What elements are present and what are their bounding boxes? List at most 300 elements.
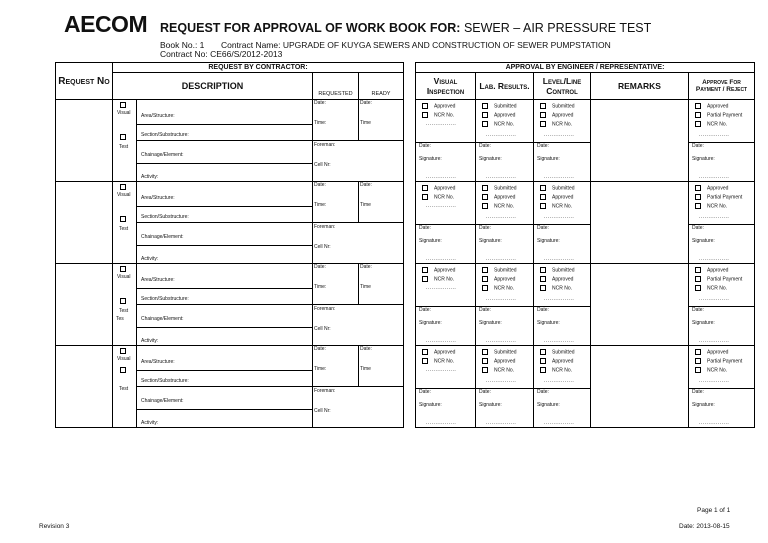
pay-partial-option	[695, 276, 742, 282]
level-approved-checkbox[interactable]	[540, 276, 546, 282]
requested-time-label: Time:	[314, 366, 327, 372]
level-signature-label: Signature:	[537, 238, 560, 244]
visual-ncr-option	[422, 358, 454, 364]
level-submitted-label: Submitted	[552, 349, 575, 356]
lab-approved-checkbox[interactable]	[482, 194, 488, 200]
lab-date-label: Date:	[479, 143, 491, 149]
field-divider	[313, 304, 403, 305]
visual-approved-option	[422, 349, 455, 355]
lab-signature-label: Signature:	[479, 402, 502, 408]
visual-ncr-checkbox[interactable]	[422, 194, 428, 200]
pay-signature-label: Signature:	[692, 320, 715, 326]
field-divider	[137, 370, 312, 371]
lab-approved-label: Approved	[494, 276, 516, 283]
visual-label: Visual	[117, 356, 131, 362]
foreman-label: Foreman:	[314, 224, 336, 230]
field-divider	[137, 206, 312, 207]
blank-line: ................	[486, 338, 517, 344]
pay-ncr-label: NCR No.	[707, 285, 728, 292]
lab-ncr-checkbox[interactable]	[482, 285, 488, 291]
visual-approved-label: Approved	[434, 103, 456, 110]
level-approved-label: Approved	[552, 358, 574, 365]
pay-partial-label: Partial Payment	[707, 276, 743, 283]
footer-date: Date: 2013-08-15	[679, 523, 730, 530]
blank-line: ................	[426, 203, 457, 209]
level-submitted-checkbox[interactable]	[540, 185, 546, 191]
field-divider	[137, 245, 312, 246]
lab-approved-option	[482, 112, 515, 118]
requested-date-label: Date:	[314, 100, 326, 106]
foreman-label: Foreman:	[314, 388, 336, 394]
visual-checkbox[interactable]	[120, 348, 126, 354]
blank-line: ................	[544, 378, 575, 384]
contract-name: Contract Name: UPGRADE OF KUYGA SEWERS AND CONSTRUCTION OF SEWER PUMPSTATION	[220, 40, 611, 50]
blank-line: ................	[544, 296, 575, 302]
lab-submitted-label: Submitted	[494, 349, 517, 356]
visual-inspection-cell	[416, 100, 476, 182]
pay-approved-checkbox[interactable]	[695, 267, 701, 273]
requested-date-label: Date:	[314, 182, 326, 188]
ready-time-label: Time	[360, 202, 371, 208]
visual-date-label: Date:	[419, 389, 431, 395]
lab-results-cell	[476, 182, 534, 264]
pay-partial-label: Partial Payment	[707, 194, 743, 201]
section-substructure-label: Section/Substructure:	[141, 296, 189, 302]
activity-label: Activity:	[141, 420, 159, 426]
pay-approved-option	[695, 267, 728, 273]
lab-ncr-option	[482, 203, 514, 209]
requested-time-label: Time:	[314, 120, 327, 126]
request-row	[56, 264, 755, 346]
pay-partial-checkbox[interactable]	[695, 112, 701, 118]
type-cell	[113, 100, 137, 182]
lab-submitted-option	[482, 349, 517, 355]
section-substructure-label: Section/Substructure:	[141, 132, 189, 138]
pay-approved-label: Approved	[707, 103, 729, 110]
level-submitted-option	[540, 185, 575, 191]
remarks-cell[interactable]	[591, 346, 689, 428]
chainage-element-label: Chainage/Element:	[141, 316, 184, 322]
cell-nr-label: Cell Nr:	[314, 244, 331, 250]
pay-approved-option	[695, 349, 728, 355]
title-bold: REQUEST FOR APPROVAL OF WORK BOOK FOR:	[160, 21, 461, 35]
lab-approved-option	[482, 194, 515, 200]
cell-nr-label: Cell Nr:	[314, 408, 331, 414]
pay-ncr-checkbox[interactable]	[695, 285, 701, 291]
foreman-label: Foreman:	[314, 142, 336, 148]
blank-line: ................	[544, 132, 575, 138]
level-approved-label: Approved	[552, 194, 574, 201]
level-signature-label: Signature:	[537, 402, 560, 408]
pay-partial-checkbox[interactable]	[695, 358, 701, 364]
level-ncr-checkbox[interactable]	[540, 121, 546, 127]
visual-approved-checkbox[interactable]	[422, 349, 428, 355]
requested-time-label: Time:	[314, 202, 327, 208]
blank-line: ................	[426, 420, 457, 426]
lab-approved-label: Approved	[494, 358, 516, 365]
lab-approved-checkbox[interactable]	[482, 112, 488, 118]
requested-date-label: Date:	[314, 346, 326, 352]
field-divider	[313, 386, 403, 387]
contractor-header: REQUEST BY CONTRACTOR:	[113, 63, 404, 73]
test-checkbox[interactable]	[120, 134, 126, 140]
lab-results-cell	[476, 346, 534, 428]
pay-partial-checkbox[interactable]	[695, 276, 701, 282]
level-ncr-checkbox[interactable]	[540, 367, 546, 373]
approve-payment-cell	[689, 346, 755, 428]
test-label: Test	[119, 226, 129, 232]
lab-ncr-label: NCR No.	[494, 285, 515, 292]
visual-date-label: Date:	[419, 143, 431, 149]
lab-date-label: Date:	[479, 307, 491, 313]
level-ncr-option	[540, 285, 572, 291]
blank-line: ................	[699, 420, 730, 426]
request-row	[56, 100, 755, 182]
lab-submitted-label: Submitted	[494, 185, 517, 192]
blank-line: ................	[544, 174, 575, 180]
request-no-cell[interactable]	[56, 346, 113, 428]
pay-approved-label: Approved	[707, 267, 729, 274]
schedule-cell[interactable]	[313, 346, 404, 428]
approve-payment-cell	[689, 100, 755, 182]
visual-approved-option	[422, 185, 455, 191]
visual-ncr-label: NCR No.	[434, 358, 455, 365]
ready-time-label: Time	[360, 284, 371, 290]
request-no-cell[interactable]	[56, 100, 113, 182]
description-cell[interactable]	[137, 346, 313, 428]
level-approved-checkbox[interactable]	[540, 194, 546, 200]
lab-submitted-checkbox[interactable]	[482, 349, 488, 355]
schedule-cell[interactable]	[313, 100, 404, 182]
schedule-cell[interactable]	[313, 264, 404, 346]
level-ncr-label: NCR No.	[552, 121, 573, 128]
foreman-label: Foreman:	[314, 306, 336, 312]
section-substructure-label: Section/Substructure:	[141, 378, 189, 384]
visual-checkbox[interactable]	[120, 266, 126, 272]
ready-header: READY	[359, 73, 404, 100]
level-ncr-option	[540, 203, 572, 209]
test-checkbox[interactable]	[120, 216, 126, 222]
field-divider	[137, 140, 312, 141]
ready-time-label: Time	[360, 366, 371, 372]
type-cell	[113, 346, 137, 428]
lab-approved-label: Approved	[494, 194, 516, 201]
pay-ncr-checkbox[interactable]	[695, 367, 701, 373]
approve-payment-cell	[689, 264, 755, 346]
blank-line: ................	[544, 214, 575, 220]
blank-line: ................	[486, 174, 517, 180]
lab-date-label: Date:	[479, 225, 491, 231]
ready-date-label: Date:	[360, 100, 372, 106]
level-ncr-label: NCR No.	[552, 203, 573, 210]
visual-approved-checkbox[interactable]	[422, 103, 428, 109]
pay-ncr-checkbox[interactable]	[695, 203, 701, 209]
column-gap	[404, 264, 416, 346]
blank-line: ................	[544, 256, 575, 262]
level-submitted-label: Submitted	[552, 267, 575, 274]
lab-results-cell	[476, 100, 534, 182]
approve-payment-header: Approve For Payment / Reject	[689, 73, 755, 100]
description-header: DESCRIPTION	[113, 73, 313, 100]
lab-submitted-option	[482, 103, 517, 109]
test-checkbox[interactable]	[120, 367, 126, 373]
field-divider	[137, 304, 312, 305]
level-line-cell	[534, 182, 591, 264]
field-divider	[137, 288, 312, 289]
lab-ncr-checkbox[interactable]	[482, 203, 488, 209]
visual-approved-label: Approved	[434, 185, 456, 192]
activity-label: Activity:	[141, 174, 159, 180]
visual-signature-label: Signature:	[419, 320, 442, 326]
lab-signature-label: Signature:	[479, 156, 502, 162]
lab-submitted-option	[482, 185, 517, 191]
test-label: Test	[119, 308, 129, 314]
level-approved-label: Approved	[552, 276, 574, 283]
pay-ncr-option	[695, 203, 727, 209]
blank-line: ................	[426, 256, 457, 262]
blank-line: ................	[699, 132, 730, 138]
blank-line: ................	[699, 256, 730, 262]
lab-submitted-checkbox[interactable]	[482, 185, 488, 191]
column-gap	[404, 346, 416, 428]
lab-ncr-option	[482, 121, 514, 127]
lab-submitted-label: Submitted	[494, 267, 517, 274]
activity-label: Activity:	[141, 338, 159, 344]
pay-partial-option	[695, 194, 742, 200]
lab-ncr-checkbox[interactable]	[482, 121, 488, 127]
level-line-cell	[534, 100, 591, 182]
level-approved-option	[540, 112, 573, 118]
lab-ncr-checkbox[interactable]	[482, 367, 488, 373]
pay-signature-label: Signature:	[692, 238, 715, 244]
field-divider	[137, 386, 312, 387]
level-signature-label: Signature:	[537, 156, 560, 162]
visual-ncr-checkbox[interactable]	[422, 112, 428, 118]
pay-date-label: Date:	[692, 143, 704, 149]
field-divider	[137, 163, 312, 164]
pay-partial-checkbox[interactable]	[695, 194, 701, 200]
pay-date-label: Date:	[692, 307, 704, 313]
visual-ncr-option	[422, 276, 454, 282]
level-approved-checkbox[interactable]	[540, 112, 546, 118]
visual-inspection-cell	[416, 264, 476, 346]
visual-signature-label: Signature:	[419, 156, 442, 162]
request-no-cell[interactable]	[56, 264, 113, 346]
blank-line: ................	[544, 420, 575, 426]
visual-ncr-label: NCR No.	[434, 194, 455, 201]
pay-ncr-option	[695, 285, 727, 291]
pay-partial-option	[695, 358, 742, 364]
pay-approved-checkbox[interactable]	[695, 185, 701, 191]
field-divider	[137, 124, 312, 125]
ready-date-label: Date:	[360, 264, 372, 270]
activity-label: Activity:	[141, 256, 159, 262]
type-cell	[113, 264, 137, 346]
level-date-label: Date:	[537, 307, 549, 313]
engineer-header: APPROVAL BY ENGINEER / REPRESENTATIVE:	[416, 63, 755, 73]
visual-date-label: Date:	[419, 307, 431, 313]
visual-date-label: Date:	[419, 225, 431, 231]
pay-ncr-option	[695, 367, 727, 373]
lab-approved-label: Approved	[494, 112, 516, 119]
document-title	[160, 21, 651, 35]
visual-approved-checkbox[interactable]	[422, 185, 428, 191]
blank-line: ................	[699, 296, 730, 302]
visual-signature-label: Signature:	[419, 238, 442, 244]
book-number: Book No.: 1	[160, 40, 205, 50]
cell-nr-label: Cell Nr:	[314, 326, 331, 332]
lab-ncr-option	[482, 367, 514, 373]
revision-label: Revision 3	[39, 523, 70, 530]
pay-signature-label: Signature:	[692, 156, 715, 162]
level-approved-option	[540, 194, 573, 200]
request-table	[55, 62, 755, 428]
company-logo: AECOM	[64, 11, 148, 37]
pay-partial-label: Partial Payment	[707, 112, 743, 119]
chainage-element-label: Chainage/Element:	[141, 234, 184, 240]
visual-approved-checkbox[interactable]	[422, 267, 428, 273]
request-row	[56, 182, 755, 264]
lab-ncr-label: NCR No.	[494, 203, 515, 210]
ready-date-label: Date:	[360, 182, 372, 188]
column-gap	[404, 63, 416, 100]
level-date-label: Date:	[537, 143, 549, 149]
level-submitted-label: Submitted	[552, 185, 575, 192]
lab-approved-checkbox[interactable]	[482, 358, 488, 364]
level-submitted-checkbox[interactable]	[540, 267, 546, 273]
description-cell[interactable]	[137, 182, 313, 264]
field-divider	[137, 222, 312, 223]
level-ncr-label: NCR No.	[552, 285, 573, 292]
remarks-cell[interactable]	[591, 100, 689, 182]
level-line-cell	[534, 264, 591, 346]
pay-approved-checkbox[interactable]	[695, 349, 701, 355]
blank-line: ................	[486, 378, 517, 384]
area-structure-label: Area/Structure:	[141, 195, 175, 201]
visual-inspection-cell	[416, 182, 476, 264]
level-ncr-option	[540, 121, 572, 127]
level-date-label: Date:	[537, 225, 549, 231]
cell-nr-label: Cell Nr:	[314, 162, 331, 168]
blank-line: ................	[699, 378, 730, 384]
type-cell	[113, 182, 137, 264]
level-submitted-option	[540, 103, 575, 109]
visual-ncr-label: NCR No.	[434, 112, 455, 119]
lab-ncr-label: NCR No.	[494, 121, 515, 128]
lab-results-header: Lab. Results.	[476, 73, 534, 100]
blank-line: ................	[486, 296, 517, 302]
pay-approved-label: Approved	[707, 349, 729, 356]
request-row	[56, 346, 755, 428]
level-approved-label: Approved	[552, 112, 574, 119]
contract-number: Contract No: CE66/S/2012-2013	[160, 49, 283, 59]
visual-label: Visual	[117, 110, 131, 116]
field-divider	[137, 409, 312, 410]
blank-line: ................	[426, 121, 457, 127]
chainage-element-label: Chainage/Element:	[141, 398, 184, 404]
description-cell[interactable]	[137, 264, 313, 346]
level-ncr-checkbox[interactable]	[540, 285, 546, 291]
pay-ncr-checkbox[interactable]	[695, 121, 701, 127]
lab-ncr-option	[482, 285, 514, 291]
requested-date-label: Date:	[314, 264, 326, 270]
column-gap	[404, 100, 416, 182]
visual-ncr-checkbox[interactable]	[422, 358, 428, 364]
blank-line: ................	[486, 420, 517, 426]
pay-date-label: Date:	[692, 389, 704, 395]
test-extra-label: Tes	[116, 316, 124, 322]
pay-approved-checkbox[interactable]	[695, 103, 701, 109]
blank-line: ................	[699, 338, 730, 344]
requested-header: REQUESTED	[313, 73, 359, 100]
pay-partial-label: Partial Payment	[707, 358, 743, 365]
remarks-cell[interactable]	[591, 264, 689, 346]
ready-time-label: Time	[360, 120, 371, 126]
lab-submitted-checkbox[interactable]	[482, 267, 488, 273]
field-divider	[137, 327, 312, 328]
level-signature-label: Signature:	[537, 320, 560, 326]
blank-line: ................	[486, 214, 517, 220]
pay-approved-option	[695, 103, 728, 109]
lab-submitted-option	[482, 267, 517, 273]
title-rest: SEWER – AIR PRESSURE TEST	[460, 21, 652, 35]
visual-checkbox[interactable]	[120, 102, 126, 108]
test-checkbox[interactable]	[120, 298, 126, 304]
lab-approved-option	[482, 276, 515, 282]
visual-checkbox[interactable]	[120, 184, 126, 190]
chainage-element-label: Chainage/Element:	[141, 152, 184, 158]
area-structure-label: Area/Structure:	[141, 359, 175, 365]
level-ncr-checkbox[interactable]	[540, 203, 546, 209]
blank-line: ................	[699, 214, 730, 220]
lab-approved-checkbox[interactable]	[482, 276, 488, 282]
section-substructure-label: Section/Substructure:	[141, 214, 189, 220]
page-number: Page 1 of 1	[697, 507, 731, 514]
remarks-header: REMARKS	[591, 73, 689, 100]
pay-approved-option	[695, 185, 728, 191]
lab-date-label: Date:	[479, 389, 491, 395]
schedule-cell[interactable]	[313, 182, 404, 264]
field-divider	[313, 140, 403, 141]
area-structure-label: Area/Structure:	[141, 277, 175, 283]
visual-label: Visual	[117, 274, 131, 280]
visual-signature-label: Signature:	[419, 402, 442, 408]
lab-submitted-label: Submitted	[494, 103, 517, 110]
pay-date-label: Date:	[692, 225, 704, 231]
level-submitted-checkbox[interactable]	[540, 103, 546, 109]
visual-ncr-checkbox[interactable]	[422, 276, 428, 282]
lab-results-cell	[476, 264, 534, 346]
remarks-cell[interactable]	[591, 182, 689, 264]
level-submitted-checkbox[interactable]	[540, 349, 546, 355]
column-gap	[404, 182, 416, 264]
level-approved-checkbox[interactable]	[540, 358, 546, 364]
pay-ncr-label: NCR No.	[707, 367, 728, 374]
lab-submitted-checkbox[interactable]	[482, 103, 488, 109]
level-approved-option	[540, 276, 573, 282]
pay-ncr-option	[695, 121, 727, 127]
visual-approved-option	[422, 267, 455, 273]
visual-ncr-label: NCR No.	[434, 276, 455, 283]
visual-approved-label: Approved	[434, 349, 456, 356]
level-date-label: Date:	[537, 389, 549, 395]
visual-ncr-option	[422, 112, 454, 118]
description-cell[interactable]	[137, 100, 313, 182]
area-structure-label: Area/Structure:	[141, 113, 175, 119]
lab-ncr-label: NCR No.	[494, 367, 515, 374]
request-no-cell[interactable]	[56, 182, 113, 264]
level-line-control-header: Level/Line Control	[534, 73, 591, 100]
